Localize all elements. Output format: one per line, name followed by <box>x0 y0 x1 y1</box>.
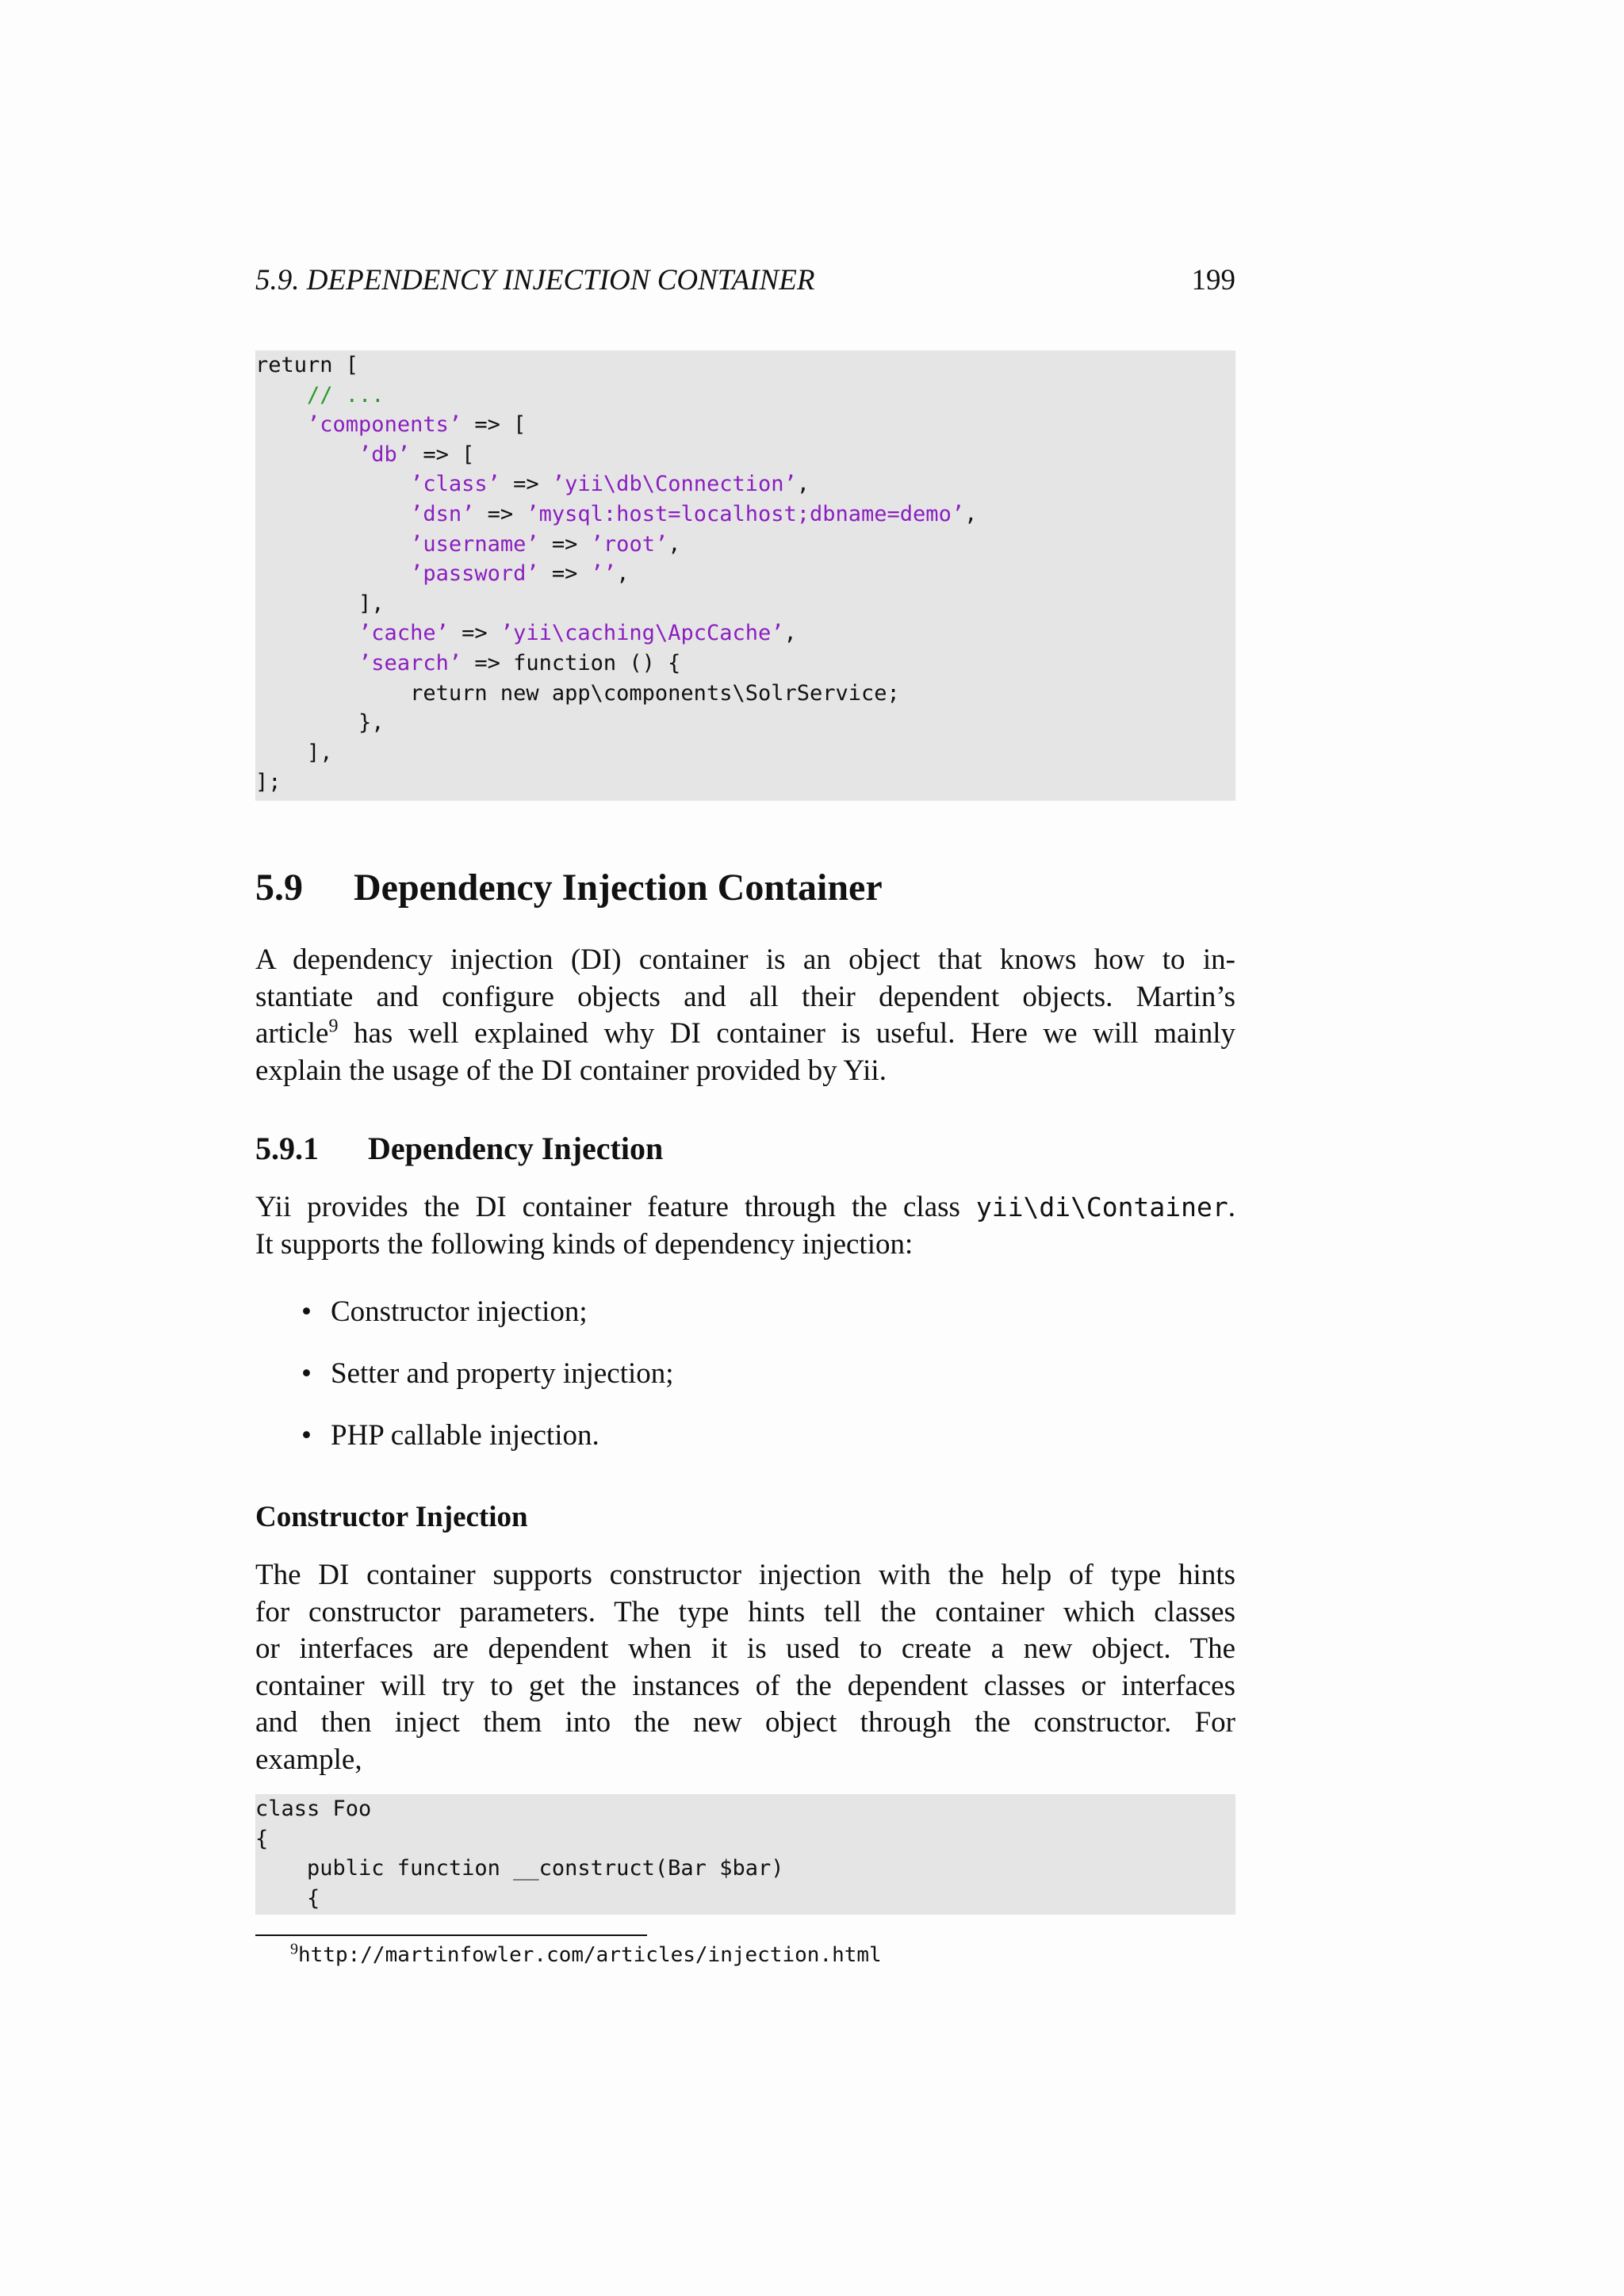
subsection-title: Dependency Injection <box>368 1131 664 1166</box>
code-string: ’username’ <box>410 531 539 557</box>
constructor-line: The DI container supports constructor injection with the help of type hints <box>255 1559 1235 1591</box>
list-item-text: Constructor injection; <box>331 1295 588 1328</box>
di-line <box>255 1189 1235 1226</box>
list-item <box>301 1294 674 1356</box>
di-line-text: Yii provides the DI container feature through the class <box>255 1191 976 1223</box>
code-text <box>255 651 358 675</box>
config-code-block <box>255 350 1235 801</box>
code-text: => <box>500 472 552 497</box>
code-string: ’root’ <box>590 531 668 557</box>
code-string: ’yii\db\Connection’ <box>551 472 797 497</box>
constructor-line: container will try to get the instances of the dependent classes or interfaces <box>255 1669 1235 1702</box>
subsection-number: 5.9.1 <box>255 1131 319 1166</box>
config-code-line <box>255 738 1235 768</box>
config-code-line <box>255 679 1235 709</box>
config-code-line <box>255 649 1235 679</box>
config-code-line <box>255 469 1235 499</box>
chapter-title: 5.9. DEPENDENCY INJECTION CONTAINER <box>255 264 815 297</box>
di-line-text: . <box>1228 1191 1235 1223</box>
config-code-line <box>255 499 1235 530</box>
class-code-line <box>255 1854 1235 1884</box>
page-number: 199 <box>1191 264 1235 297</box>
constructor-paragraph <box>255 1557 1235 1778</box>
code-string: ’’ <box>590 561 617 587</box>
code-text: ], <box>255 591 385 616</box>
code-text: => [ <box>410 442 475 467</box>
config-code-line <box>255 381 1235 411</box>
intro-line <box>255 1016 1235 1053</box>
injection-kinds-list <box>301 1294 674 1479</box>
code-text: { <box>255 1885 320 1911</box>
class-code-line <box>255 1884 1235 1914</box>
code-text: ]; <box>255 770 282 795</box>
code-text: => <box>538 561 591 587</box>
code-text: , <box>668 531 681 557</box>
bullet-icon: • <box>301 1419 312 1452</box>
code-string: ’class’ <box>410 472 500 497</box>
code-text: => function () { <box>462 650 681 675</box>
config-code-line <box>255 530 1235 560</box>
subsection-heading <box>255 1129 663 1169</box>
code-text <box>255 621 358 645</box>
code-text: class Foo <box>255 1797 372 1821</box>
config-code-line <box>255 618 1235 649</box>
intro-line-text: article <box>255 1017 329 1050</box>
config-code-line <box>255 440 1235 470</box>
intro-line: A dependency injection (DI) container is an object that knows how to in- <box>255 943 1235 976</box>
intro-paragraph <box>255 942 1235 1089</box>
class-code-line <box>255 1824 1235 1854</box>
list-item-text: Setter and property injection; <box>331 1357 674 1390</box>
code-text: => [ <box>462 412 527 438</box>
code-text <box>255 383 307 408</box>
code-string: ’dsn’ <box>410 501 475 526</box>
code-text <box>255 532 410 557</box>
config-code-line <box>255 350 1235 381</box>
code-text <box>255 472 410 496</box>
code-text: { <box>255 1826 269 1851</box>
config-code-line <box>255 589 1235 619</box>
code-text: return [ <box>255 353 359 377</box>
list-item <box>301 1418 674 1479</box>
code-text: , <box>796 472 810 497</box>
constructor-line: and then inject them into the new object through the constructor. For <box>255 1706 1235 1739</box>
class-code-line <box>255 1794 1235 1824</box>
di-paragraph <box>255 1189 1235 1263</box>
code-comment: // ... <box>307 382 385 408</box>
config-code-line <box>255 708 1235 738</box>
running-header <box>255 262 1235 300</box>
bullet-icon: • <box>301 1357 312 1390</box>
code-text: => <box>538 531 591 557</box>
code-text: , <box>964 501 978 526</box>
config-code-line <box>255 410 1235 440</box>
list-item-text: PHP callable injection. <box>331 1419 599 1452</box>
di-line: It supports the following kinds of dependency injection: <box>255 1227 914 1261</box>
code-text <box>255 442 358 467</box>
code-string: ’yii\caching\ApcCache’ <box>500 621 784 646</box>
config-code-line <box>255 767 1235 798</box>
code-text: , <box>783 621 797 646</box>
code-text: return new app\components\SolrService; <box>255 680 900 706</box>
code-text: => <box>474 501 527 526</box>
constructor-line: or interfaces are dependent when it is used to create a new object. The <box>255 1632 1235 1665</box>
footnote <box>290 1941 882 1969</box>
intro-line: stantiate and configure objects and all their dependent objects. Martin’s <box>255 980 1235 1013</box>
intro-line: explain the usage of the DI container provided by Yii. <box>255 1054 887 1087</box>
intro-line-text: has well explained why DI container is useful. Here we will mainly <box>338 1017 1235 1050</box>
section-number: 5.9 <box>255 867 303 909</box>
code-text <box>255 561 410 586</box>
code-string: ’db’ <box>358 442 411 467</box>
code-string: ’password’ <box>410 561 539 587</box>
code-text: , <box>616 561 630 587</box>
bullet-icon: • <box>301 1295 312 1328</box>
code-text <box>255 412 307 437</box>
constructor-line: example, <box>255 1743 362 1776</box>
code-text: }, <box>255 710 385 736</box>
code-string: ’cache’ <box>358 621 449 646</box>
footnote-link[interactable]: http://martinfowler.com/articles/injection.html <box>298 1943 882 1967</box>
code-string: ’search’ <box>358 650 462 675</box>
footnote-mark: 9 <box>290 1940 298 1958</box>
footnote-rule <box>255 1934 647 1936</box>
class-foo-code-block <box>255 1794 1235 1915</box>
code-text: ], <box>255 740 333 765</box>
list-item <box>301 1356 674 1418</box>
code-text: public function __construct(Bar $bar) <box>255 1856 784 1881</box>
code-string: ’components’ <box>307 412 462 438</box>
code-text: => <box>448 621 500 646</box>
footnote-reference[interactable]: 9 <box>328 1016 339 1037</box>
section-title: Dependency Injection Container <box>354 867 883 909</box>
class-name-code: yii\di\Container <box>975 1192 1228 1223</box>
code-text <box>255 502 410 526</box>
section-heading <box>255 864 883 912</box>
code-string: ’mysql:host=localhost;dbname=demo’ <box>526 501 965 526</box>
config-code-line <box>255 559 1235 589</box>
constructor-line: for constructor parameters. The type hints tell the container which classes <box>255 1595 1235 1628</box>
paragraph-heading: Constructor Injection <box>255 1501 528 1533</box>
